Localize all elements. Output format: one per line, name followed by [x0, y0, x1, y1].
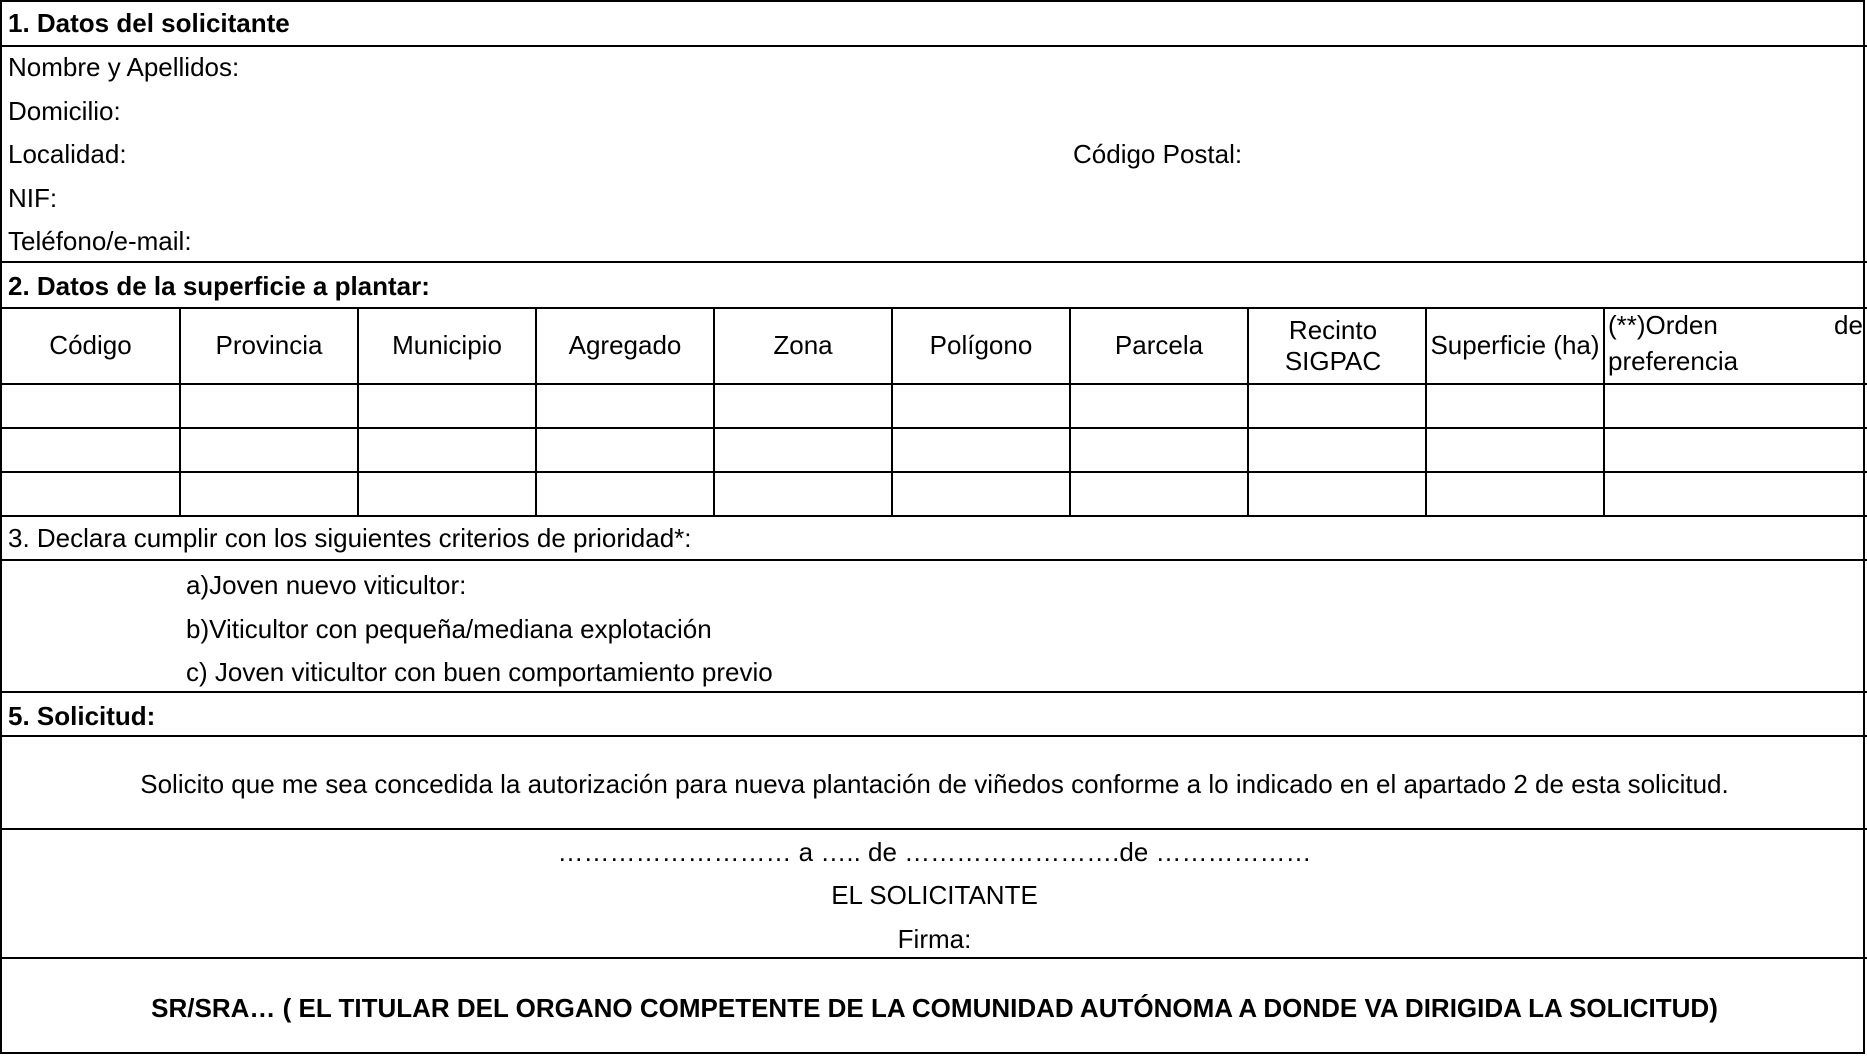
criteria-c: c) Joven viticultor con buen comportamiento previo [186, 657, 773, 687]
col-header-zona: Zona [773, 330, 833, 361]
col-header-orden-part1: (**)Orden [1608, 310, 1718, 340]
divider [2, 957, 1867, 959]
table-row [2, 515, 1867, 517]
section5-title: 5. Solicitud: [8, 701, 156, 731]
col-header-agregado: Agregado [568, 330, 682, 361]
col-header-provincia: Provincia [215, 330, 323, 361]
col-header-recinto-sigpac: Recinto SIGPAC [1284, 314, 1382, 376]
section2-title: 2. Datos de la superficie a plantar: [8, 271, 430, 301]
column-divider [891, 309, 893, 515]
solicitante-label: EL SOLICITANTE [831, 880, 1038, 910]
telefono-label: Teléfono/e-mail: [8, 226, 192, 256]
divider [2, 828, 1867, 830]
col-header-poligono: Polígono [929, 330, 1033, 361]
column-divider [1425, 309, 1427, 515]
criteria-b: b)Viticultor con pequeña/mediana explotación [186, 614, 712, 644]
place-date-line: ……………………… a ….. de …………………….de ……………… [557, 837, 1312, 867]
col-header-orden-part2: de [1834, 310, 1863, 340]
criteria-a: a)Joven nuevo viticultor: [186, 570, 467, 600]
table-row [2, 383, 1867, 385]
divider [2, 261, 1867, 263]
column-divider [1069, 309, 1071, 515]
nif-label: NIF: [8, 183, 58, 213]
firma-label: Firma: [897, 924, 972, 954]
column-divider [1247, 309, 1249, 515]
column-divider [357, 309, 359, 515]
divider [2, 559, 1867, 561]
table-row [2, 427, 1867, 429]
nombre-label: Nombre y Apellidos: [8, 52, 240, 82]
request-text: Solicito que me sea concedida la autorización para nueva plantación de viñedos conforme a lo indicado en el apartado 2 de esta solicitud. [140, 769, 1729, 799]
codigo-postal-label: Código Postal: [1073, 139, 1243, 169]
col-header-parcela: Parcela [1114, 330, 1204, 361]
column-divider [535, 309, 537, 515]
localidad-label: Localidad: [8, 139, 127, 169]
domicilio-label: Domicilio: [8, 96, 121, 126]
divider [2, 735, 1867, 737]
column-divider [1603, 309, 1605, 515]
col-header-municipio: Municipio [392, 330, 502, 361]
divider [2, 691, 1867, 693]
section3-title: 3. Declara cumplir con los siguientes criterios de prioridad*: [8, 523, 692, 553]
column-divider [179, 309, 181, 515]
addressee: SR/SRA… ( EL TITULAR DEL ORGANO COMPETENTE DE LA COMUNIDAD AUTÓNOMA A DONDE VA DIRIGIDA LA SOLICITUD) [151, 993, 1718, 1023]
table-row [2, 471, 1867, 473]
section1-title: 1. Datos del solicitante [8, 8, 290, 38]
column-divider [713, 309, 715, 515]
col-header-superficie: Superficie (ha) [1430, 330, 1600, 361]
col-header-codigo: Código [49, 330, 132, 361]
col-header-orden-part3: preferencia [1608, 346, 1739, 376]
divider [2, 45, 1867, 47]
